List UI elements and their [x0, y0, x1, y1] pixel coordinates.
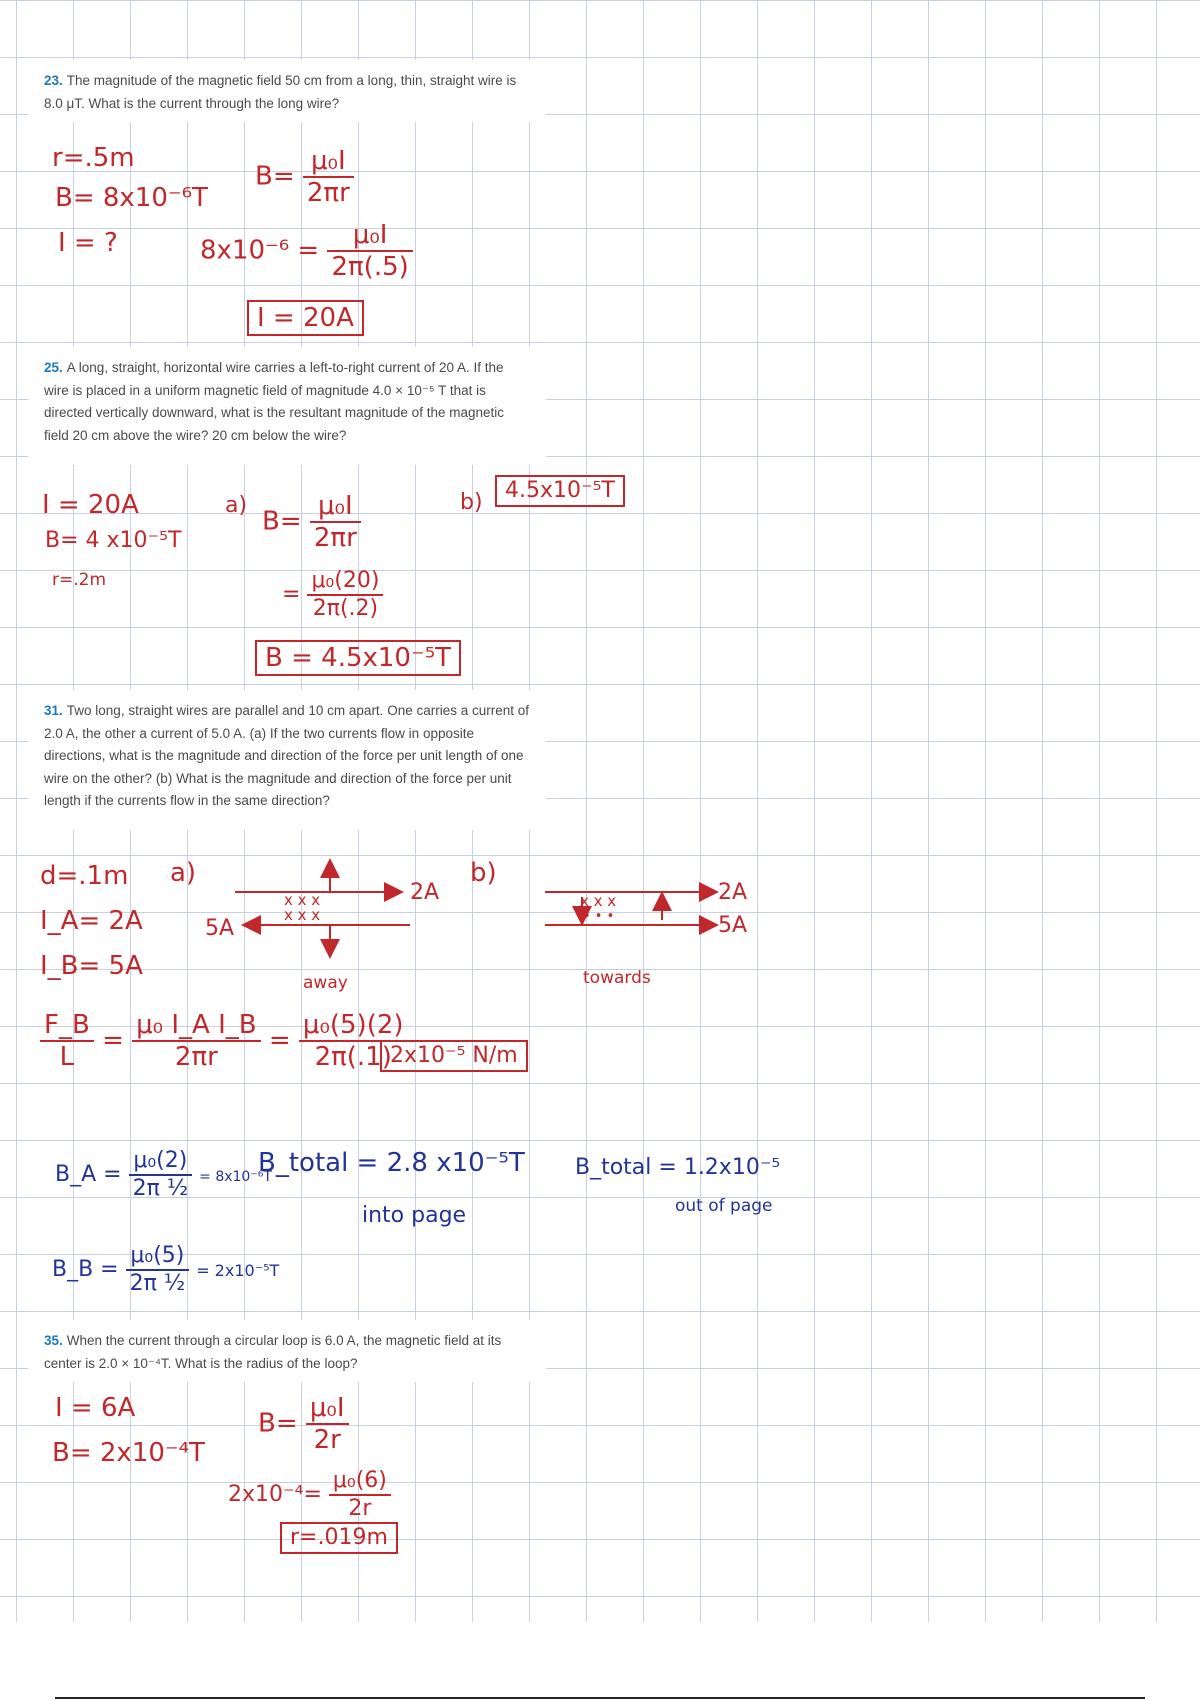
question-text: A long, straight, horizontal wire carries a left-to-right current of 20 A. If the wire is placed in a uniform magnetic field of magnitude 4.0 × 10⁻⁵ T that is directed vertically downward, what is the resultant magnitude of the magnetic field 20 cm above the wire? 20 cm below the wire? [44, 360, 504, 443]
formula-denominator: 2πr [303, 176, 354, 206]
q31-ba-equation [55, 1150, 272, 1200]
q31-btotal-a-direction: into page [362, 1203, 467, 1228]
ba-denominator: 2π ½ [129, 1174, 193, 1200]
q31-given-ib: I_B= 5A [40, 951, 143, 981]
q31-btotal-b-direction: out of page [675, 1196, 773, 1216]
q25-answer-b-box: 4.5x10⁻⁵T [495, 475, 625, 507]
question-35 [28, 1320, 546, 1382]
bottom-rule [55, 1697, 1145, 1699]
ba-numerator: μ₀(2) [133, 1148, 188, 1173]
formula-numerator: μ₀I [311, 146, 346, 176]
q31-x-marks-row2: x x x [284, 906, 321, 924]
q31-x-marks-row1: x x x [284, 891, 321, 909]
formula-lhs: B= [262, 506, 302, 537]
question-number: 31. [44, 703, 63, 718]
q31-btotal-a: B_total = 2.8 x10⁻⁵T [258, 1148, 525, 1178]
substitution-denominator: 2r [329, 1494, 391, 1520]
q31-label-5a: 5A [205, 916, 235, 941]
force-lhs-numerator: F_B [44, 1010, 90, 1040]
question-number: 23. [44, 73, 63, 88]
q23-given-r: r=.5m [52, 143, 135, 173]
q23-answer-box: I = 20A [247, 300, 364, 336]
substitution-numerator: μ₀(20) [311, 568, 380, 593]
substitution-denominator: 2π(.2) [307, 594, 383, 620]
substitution-numerator: μ₀(6) [332, 1468, 387, 1493]
q35-substitution [228, 1470, 391, 1520]
q25-part-a-label: a) [225, 493, 248, 518]
q31-part-a-label: a) [170, 858, 197, 888]
question-text: The magnitude of the magnetic field 50 cm from a long, thin, straight wire is 8.0 μT. What is the current through the long wire? [44, 73, 517, 111]
bb-denominator: 2π ½ [126, 1269, 190, 1295]
q31-force-answer-box: 2x10⁻⁵ N/m [380, 1040, 528, 1072]
q35-formula [258, 1395, 349, 1453]
q35-given-i: I = 6A [55, 1393, 136, 1423]
page-margin-bottom [0, 1622, 1200, 1700]
formula-denominator: 2r [306, 1423, 349, 1453]
substitution-denominator: 2π(.5) [327, 250, 412, 280]
q31-force-equation [40, 1012, 408, 1070]
formula-numerator: μ₀I [318, 491, 353, 521]
question-text: When the current through a circular loop is 6.0 A, the magnetic field at its center is 2.0 × 10⁻⁴T. What is the radius of the loop? [44, 1333, 502, 1371]
formula-denominator: 2πr [310, 521, 361, 551]
q31-btotal-b: B_total = 1.2x10⁻⁵ [575, 1155, 781, 1180]
q23-given-b: B= 8x10⁻⁶T [55, 183, 208, 213]
force-denominator: 2πr [132, 1040, 260, 1070]
q31-given-d: d=.1m [40, 861, 129, 891]
substitution-lhs: 2x10⁻⁴= [228, 1482, 322, 1507]
q31-b-x-marks: x x x [580, 892, 617, 910]
formula-lhs: B= [258, 1408, 298, 1439]
q25-given-i: I = 20A [42, 490, 139, 520]
substitution-numerator: μ₀I [352, 220, 388, 250]
substitution-lhs: = [282, 582, 301, 607]
formula-lhs: B= [255, 161, 295, 192]
bb-result: = 2x10⁻⁵T [196, 1261, 280, 1280]
q35-given-b: B= 2x10⁻⁴T [52, 1438, 205, 1468]
bb-lhs: B_B = [52, 1257, 119, 1282]
formula-numerator: μ₀I [309, 1393, 345, 1423]
question-number: 35. [44, 1333, 63, 1348]
q31-towards-label: towards [583, 968, 651, 988]
q25-given-b: B= 4 x10⁻⁵T [45, 528, 182, 553]
force-numerator: μ₀ I_A I_B [136, 1010, 257, 1040]
force-substitution-numerator: μ₀(5)(2) [302, 1010, 404, 1040]
q31-bb-equation [52, 1245, 279, 1295]
q25-given-r: r=.2m [52, 570, 107, 590]
q31-away-label: away [303, 973, 348, 993]
force-lhs-denominator: L [40, 1040, 94, 1070]
q25-answer-a-box: B = 4.5x10⁻⁵T [255, 640, 461, 676]
q31-given-ia: I_A= 2A [40, 906, 143, 936]
ba-lhs: B_A = [55, 1162, 122, 1187]
q31-label-2a: 2A [410, 880, 440, 905]
q25-part-b-label: b) [460, 490, 483, 515]
substitution-lhs: 8x10⁻⁶ = [200, 235, 320, 266]
question-number: 25. [44, 360, 63, 375]
q31-b-dots: • • • [583, 909, 615, 924]
equals-sign: = [102, 1025, 124, 1056]
q31-b-label-5a: 5A [718, 913, 748, 938]
q35-answer-box: r=.019m [280, 1522, 398, 1554]
ba-result: = 8x10⁻⁶T [199, 1169, 272, 1185]
q31-part-b-label: b) [470, 858, 497, 888]
q23-given-i: I = ? [58, 228, 118, 258]
question-text: Two long, straight wires are parallel and 10 cm apart. One carries a current of 2.0 A, the other a current of 5.0 A. (a) If the two currents flow in opposite directions, what is the magnitude and direction of the force per unit length of one wire on the other? (b) What is the magnitude and direction of the force per unit length if the currents flow in the same direction? [44, 703, 529, 808]
q31-b-label-2a: 2A [718, 880, 748, 905]
equals-sign: = [268, 1025, 291, 1056]
force-substitution-denominator: 2π(.1) [299, 1040, 408, 1070]
bb-numerator: μ₀(5) [130, 1243, 185, 1268]
